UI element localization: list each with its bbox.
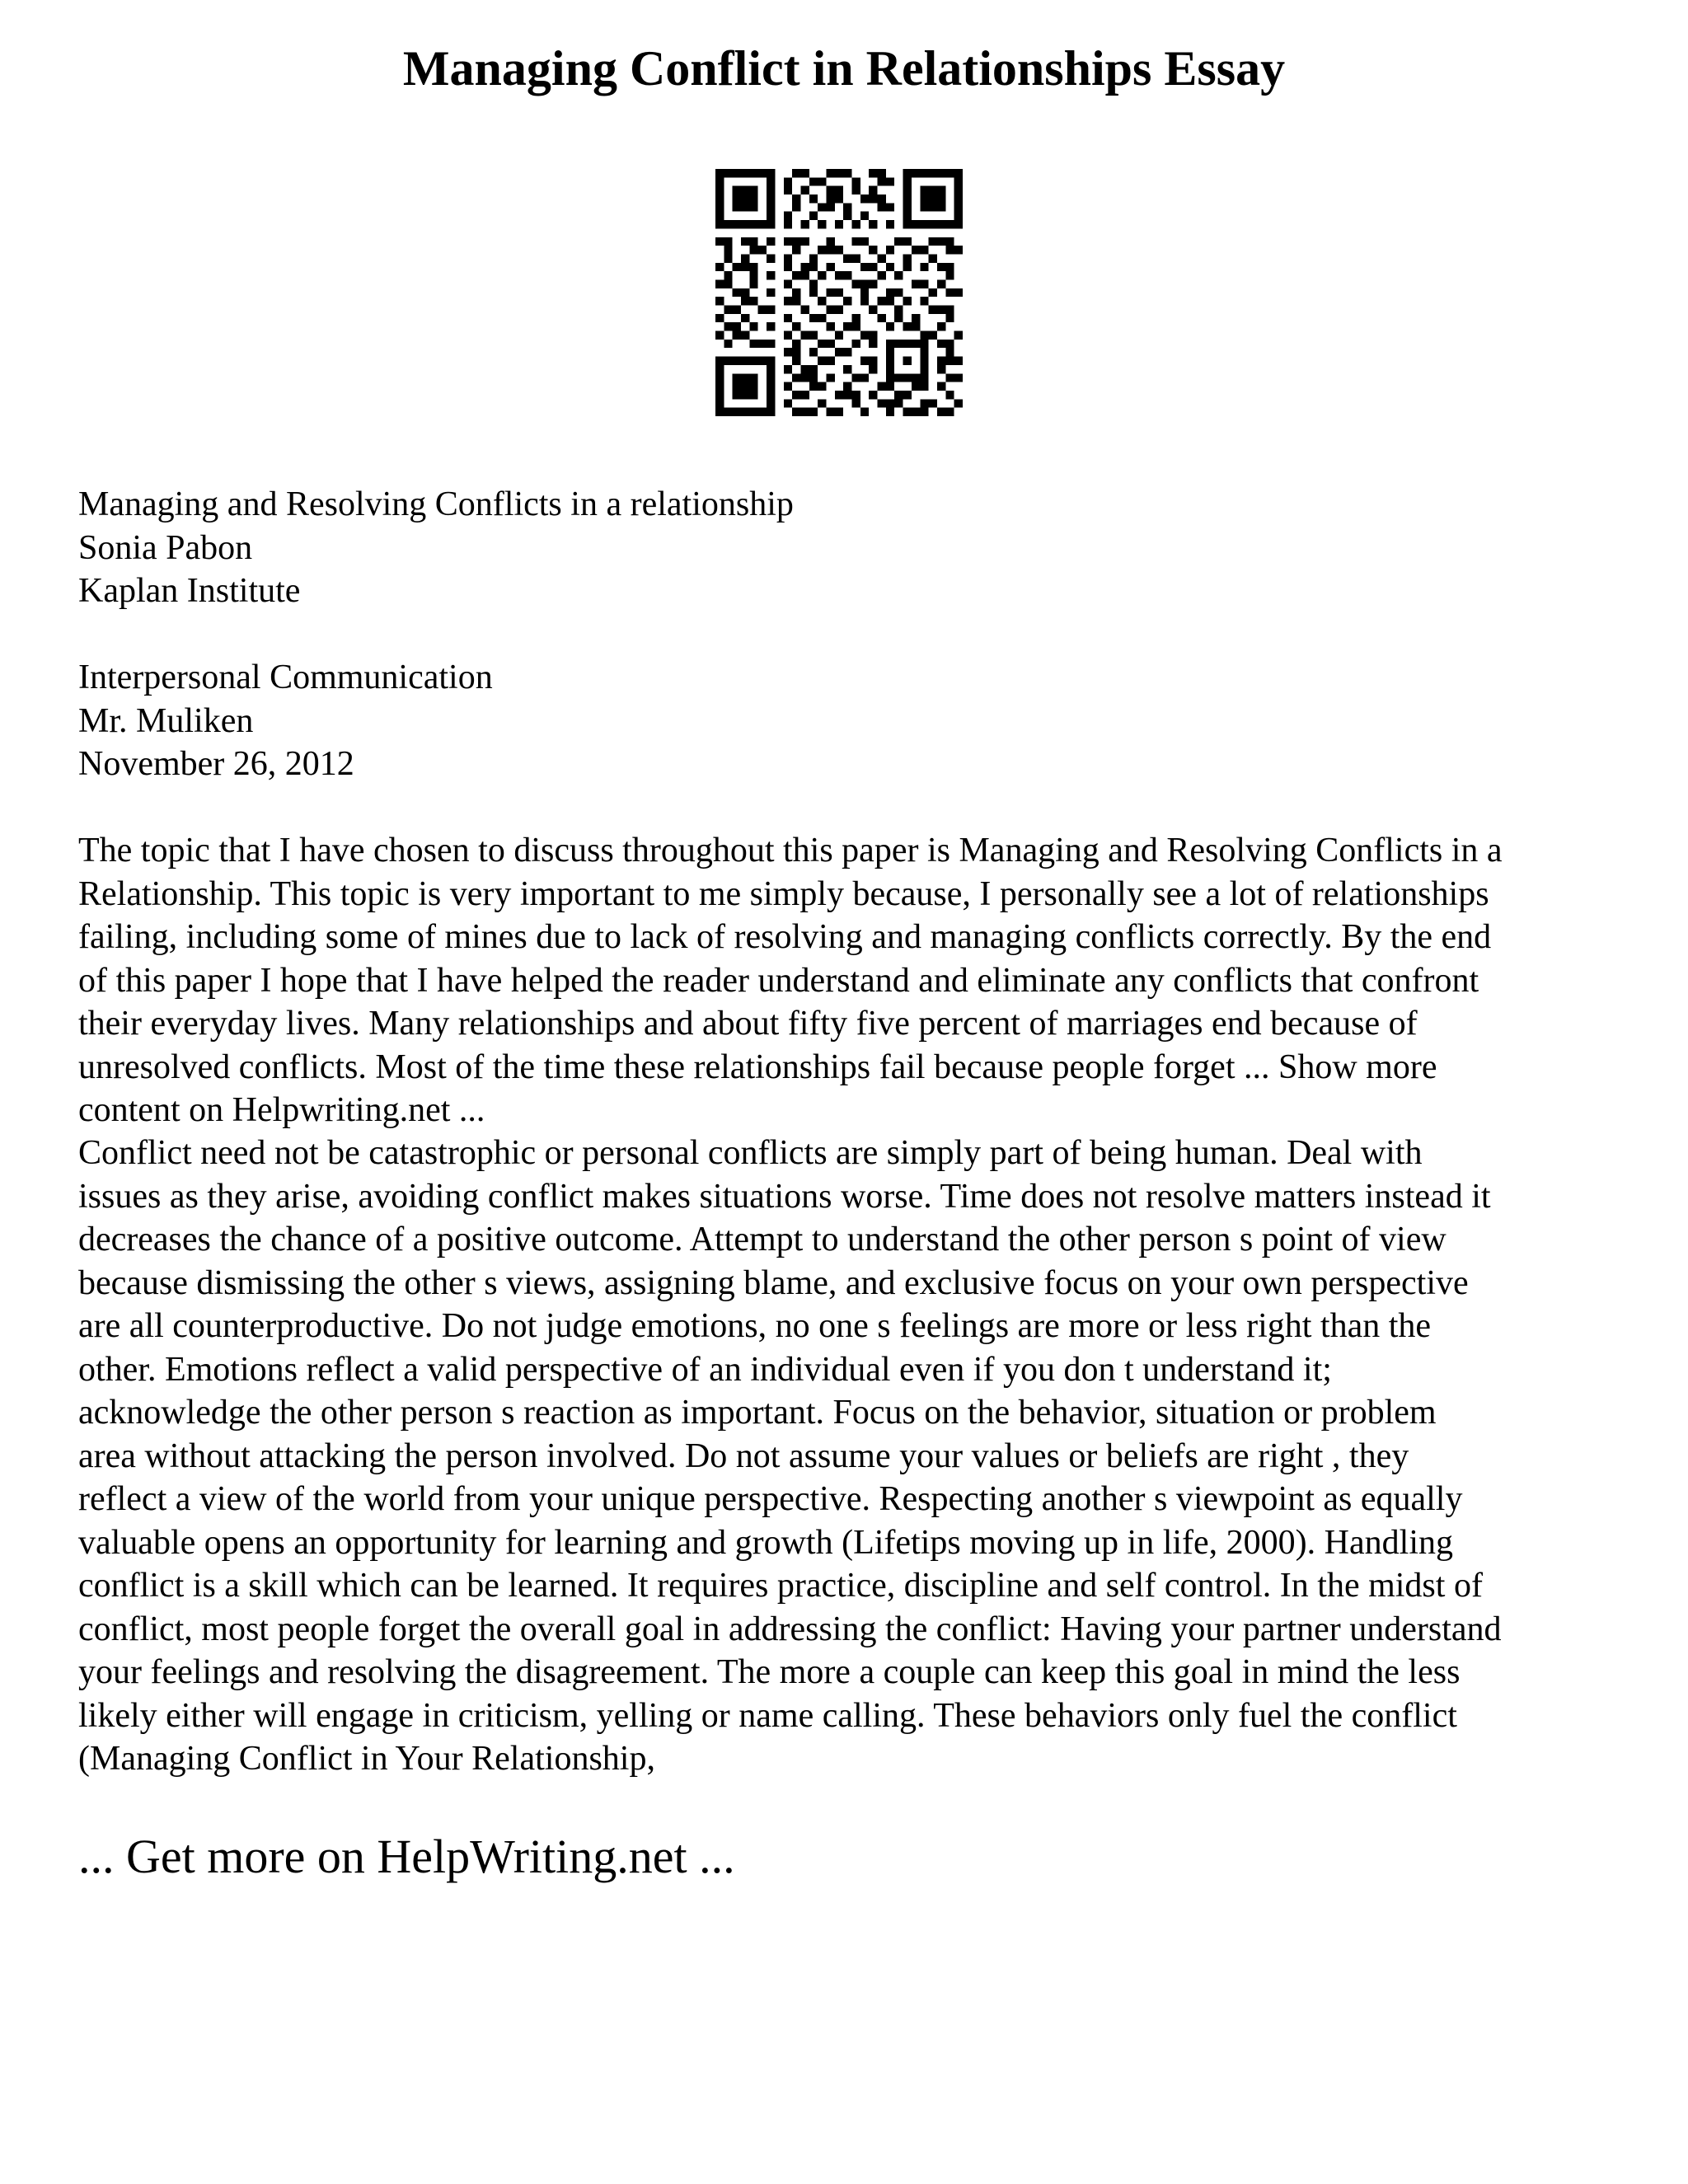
text-line: conflict is a skill which can be learned. It requires practice, discipline and self control. In the midst of [78,1567,1483,1605]
text-line: unresolved conflicts. Most of the time these relationships fail because people forget ... Show more [78,1047,1437,1086]
text-line: decreases the chance of a positive outcome. Attempt to understand the other person s point of view [78,1221,1447,1258]
text-line: acknowledge the other person s reaction as important. Focus on the behavior, situation or problem [78,1394,1437,1432]
text-line: are all counterproductive. Do not judge emotions, no one s feelings are more or less right than the [78,1307,1432,1345]
text-line: because dismissing the other s views, assigning blame, and exclusive focus on your own perspective [78,1263,1469,1302]
text-line: Conflict need not be catastrophic or personal conflicts are simply part of being human. Deal with [78,1134,1423,1172]
course-name: Interpersonal Communication [78,658,493,696]
text-line: failing, including some of mines due to lack of resolving and managing conflicts correctly. By the end [78,918,1492,956]
essay-paragraph-1 [78,829,1644,1132]
instructor-name: Mr. Muliken [78,701,254,740]
course-info [78,656,1644,786]
text-line: (Managing Conflict in Your Relationship, [78,1740,655,1778]
text-line: The topic that I have chosen to discuss throughout this paper is Managing and Resolving Conflicts in a [78,832,1503,869]
text-line: conflict, most people forget the overall goal in addressing the conflict: Having your partner understand [78,1610,1502,1648]
text-line: issues as they arise, avoiding conflict makes situations worse. Time does not resolve matters instead it [78,1177,1491,1216]
document-header-info [78,483,1644,613]
text-line: likely either will engage in criticism, yelling or name calling. These behaviors only fuel the conflict [78,1696,1457,1735]
text-line: other. Emotions reflect a valid perspective of an individual even if you don t understand it; [78,1350,1332,1389]
get-more-link[interactable]: ... Get more on HelpWriting.net ... [78,1830,735,1883]
document-date: November 26, 2012 [78,745,354,783]
text-line: area without attacking the person involved. Do not assume your values or beliefs are right , they [78,1436,1409,1475]
qr-code-icon [715,169,963,416]
text-line: reflect a view of the world from your unique perspective. Respecting another s viewpoint as equally [78,1480,1463,1518]
text-line: Relationship. This topic is very important to me simply because, I personally see a lot of relationships [78,874,1489,913]
author-name: Sonia Pabon [78,528,253,567]
text-line: content on Helpwriting.net ... [78,1091,485,1129]
document-subtitle: Managing and Resolving Conflicts in a relationship [78,485,794,523]
text-line: of this paper I hope that I have helped the reader understand and eliminate any conflicts that confront [78,961,1479,1000]
institution-name: Kaplan Institute [78,572,301,610]
essay-paragraph-2 [78,1132,1644,1781]
text-line: valuable opens an opportunity for learning and growth (Lifetips moving up in life, 2000). Handling [78,1523,1453,1562]
page-title: Managing Conflict in Relationships Essay [402,41,1286,96]
text-line: your feelings and resolving the disagreement. The more a couple can keep this goal in mind the less [78,1653,1461,1691]
text-line: their everyday lives. Many relationships and about fifty five percent of marriages end because of [78,1005,1418,1043]
